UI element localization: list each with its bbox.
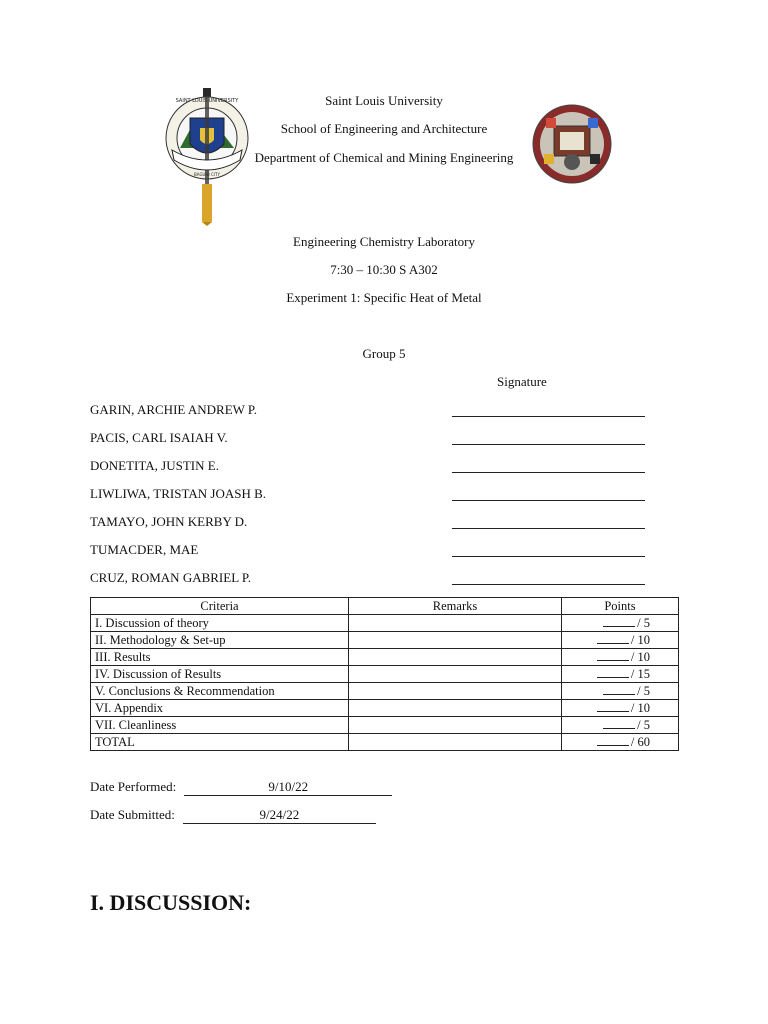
signature-line [452, 472, 645, 473]
criteria-cell: V. Conclusions & Recommendation [91, 683, 349, 700]
member-name: LIWLIWA, TRISTAN JOASH B. [90, 486, 267, 501]
points-max: / 10 [630, 701, 650, 715]
score-blank [603, 717, 635, 729]
member-name: CRUZ, ROMAN GABRIEL P. [90, 570, 251, 585]
remarks-cell [349, 649, 562, 666]
column-header-remarks: Remarks [349, 598, 562, 615]
points-max: / 10 [630, 633, 650, 647]
criteria-cell: II. Methodology & Set-up [91, 632, 349, 649]
remarks-cell [349, 700, 562, 717]
date-performed-row [90, 779, 392, 796]
table-row [91, 649, 679, 666]
points-max: / 5 [637, 616, 650, 630]
points-cell [562, 734, 679, 751]
points-cell [562, 700, 679, 717]
experiment-title: Experiment 1: Specific Heat of Metal [286, 290, 482, 305]
remarks-cell [349, 734, 562, 751]
points-max: / 5 [637, 718, 650, 732]
lab-name: Engineering Chemistry Laboratory [293, 234, 475, 249]
points-max: / 10 [630, 650, 650, 664]
member-name: DONETITA, JUSTIN E. [90, 458, 219, 473]
date-submitted-value: 9/24/22 [183, 807, 376, 824]
signature-line [452, 584, 645, 585]
date-performed-label: Date Performed: [90, 779, 177, 794]
points-cell [562, 632, 679, 649]
date-submitted-label: Date Submitted: [90, 807, 175, 822]
score-blank [597, 666, 629, 678]
score-blank [597, 700, 629, 712]
score-blank [597, 632, 629, 644]
criteria-cell: IV. Discussion of Results [91, 666, 349, 683]
points-max: / 60 [630, 735, 650, 749]
signature-line [452, 528, 645, 529]
department-name: Department of Chemical and Mining Engineering [254, 150, 514, 165]
criteria-cell: VII. Cleanliness [91, 717, 349, 734]
score-blank [597, 649, 629, 661]
score-blank [603, 683, 635, 695]
signature-header: Signature [497, 374, 547, 389]
grading-rubric-table [90, 597, 679, 751]
score-blank [597, 734, 629, 746]
column-header-points: Points [562, 598, 679, 615]
university-name: Saint Louis University [325, 93, 443, 108]
points-cell [562, 666, 679, 683]
member-name: TUMACDER, MAE [90, 542, 199, 557]
remarks-cell [349, 717, 562, 734]
points-cell [562, 717, 679, 734]
signature-line [452, 500, 645, 501]
table-row [91, 717, 679, 734]
score-blank [603, 615, 635, 627]
remarks-cell [349, 683, 562, 700]
criteria-cell: I. Discussion of theory [91, 615, 349, 632]
remarks-cell [349, 632, 562, 649]
table-row [91, 632, 679, 649]
school-name: School of Engineering and Architecture [280, 121, 488, 136]
signature-line [452, 416, 645, 417]
section-heading: I. DISCUSSION: [90, 890, 252, 915]
table-row [91, 666, 679, 683]
table-row-total [91, 734, 679, 751]
table-row [91, 700, 679, 717]
signature-line [452, 556, 645, 557]
svg-text:SAINT LOUIS UNIVERSITY: SAINT LOUIS UNIVERSITY [175, 98, 239, 104]
column-header-criteria: Criteria [91, 598, 349, 615]
points-cell [562, 649, 679, 666]
date-performed-value: 9/10/22 [184, 779, 392, 796]
remarks-cell [349, 666, 562, 683]
svg-text:BAGUIO CITY: BAGUIO CITY [194, 172, 220, 177]
points-cell [562, 615, 679, 632]
remarks-cell [349, 615, 562, 632]
group-title: Group 5 [362, 346, 406, 361]
points-cell [562, 683, 679, 700]
schedule: 7:30 – 10:30 S A302 [330, 262, 438, 277]
table-header-row [91, 598, 679, 615]
department-emblem-logo [532, 104, 612, 184]
table-row [91, 615, 679, 632]
criteria-cell: VI. Appendix [91, 700, 349, 717]
member-name: GARIN, ARCHIE ANDREW P. [90, 402, 257, 417]
criteria-cell: TOTAL [91, 734, 349, 751]
member-name: TAMAYO, JOHN KERBY D. [90, 514, 248, 529]
signature-line [452, 444, 645, 445]
points-max: / 5 [637, 684, 650, 698]
table-row [91, 683, 679, 700]
date-submitted-row [90, 807, 376, 824]
criteria-cell: III. Results [91, 649, 349, 666]
points-max: / 15 [630, 667, 650, 681]
member-name: PACIS, CARL ISAIAH V. [90, 430, 228, 445]
